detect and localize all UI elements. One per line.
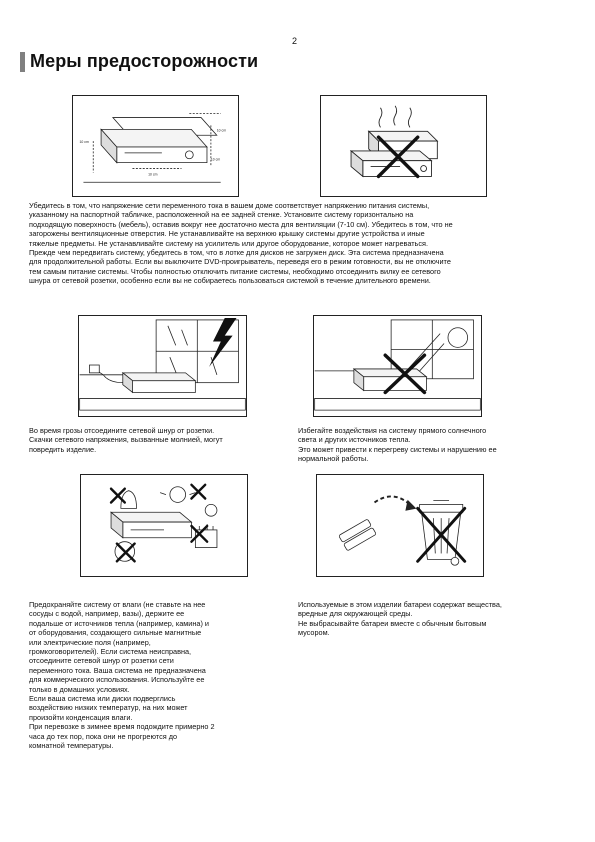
text-line: произойти конденсация влаги. (29, 712, 133, 722)
clearance-label-rear: 10 cm (210, 157, 221, 162)
text-line: Убедитесь в том, что напряжение сети переменного тока в вашем доме соответствует напряжению питания системы, (29, 201, 430, 210)
text-line: Прежде чем передвигать систему, убедитесь в том, что в лотке для дисков не загружен диск. Эта система предназначена (29, 248, 444, 258)
text-line: тем самым питание системы. Чтобы полностью отключить питание системы, необходимо отсоединить вилку ее сетевого (29, 266, 441, 276)
text-line: Используемые в этом изделии батареи содержат вещества, (298, 600, 502, 609)
text-line: Это может привести к перегреву системы и нарушению ее (298, 444, 497, 454)
text-line: повредить изделие. (29, 444, 97, 454)
text-line: сосуды с водой, например, вазы), держите ее (29, 609, 185, 619)
sunlight-illustration (313, 315, 482, 417)
text-line: воздействию низких температур, на них может (29, 703, 188, 713)
text-line: нормальной работы. (298, 454, 369, 464)
ventilation-illustration (72, 95, 239, 197)
text-line: Во время грозы отсоедините сетевой шнур от розетки. (29, 426, 215, 435)
page-number: 2 (292, 36, 298, 46)
text-line: для продолжительной работы. Если вы выключите DVD-проигрыватель, переведя его в режим готовности, вы не отключите (29, 257, 451, 267)
page-title: Меры предосторожности (30, 51, 259, 71)
text-line: комнатной температуры. (29, 741, 114, 751)
clearance-label-front: 10 cm (148, 172, 158, 177)
text-line: переменного тока. Ваша система не предназначена (29, 665, 206, 675)
text-line: для коммерческого использования. Используйте ее (29, 675, 205, 685)
text-line: подходящую поверхность (мебель), оставив вокруг нее достаточно места для вентиляции (7-10 см). Убедитесь в том, что не (29, 219, 453, 229)
moisture-illustration (80, 474, 248, 577)
installation-paragraph (29, 201, 569, 286)
clearance-label-left: 10 cm (79, 140, 89, 145)
thunderstorm-paragraph (29, 426, 279, 454)
text-line: подальше от источников тепла (например, камина) и (29, 618, 209, 628)
text-line: Избегайте воздействия на систему прямого солнечного (298, 426, 487, 435)
battery-disposal-illustration (316, 474, 484, 577)
batteries-paragraph (298, 600, 568, 638)
moisture-paragraph (29, 600, 279, 751)
text-line: только в домашних условиях. (29, 684, 130, 694)
text-line: громкоговорителей). Если система неисправна, (29, 647, 192, 657)
text-line: загорожены вентиляционные отверстия. Не устанавливайте на верхнюю крышку системы другие устройства и иные (29, 229, 425, 239)
text-line: указанному на паспортной табличке, расположенной на ее задней стенке. Установите систему горизонтально на (29, 210, 414, 220)
text-line: Если ваша система или диски подверглись (29, 694, 176, 704)
text-line: Скачки сетевого напряжения, вызванные молнией, могут (29, 435, 223, 445)
text-line: При перевозке в зимнее время подождите примерно 2 (29, 722, 215, 732)
clearance-label-right: 10 cm (216, 128, 227, 133)
text-line: Не выбрасывайте батареи вместе с обычным бытовым (298, 618, 487, 628)
text-line: от оборудования, создающего сильные магнитные (29, 628, 202, 638)
text-line: вредные для окружающей среды. (298, 609, 413, 619)
text-line: Предохраняйте систему от влаги (не ставьте на нее (29, 600, 206, 609)
sunlight-paragraph (298, 426, 558, 464)
text-line: шнура от сетевой розетки, особенно если вы не собираетесь пользоваться системой в течение длительного времени. (29, 276, 431, 286)
text-line: часа до тех пор, пока они не прогреются до (29, 731, 178, 741)
text-line: света и других источников тепла. (298, 435, 411, 445)
thunderstorm-illustration (78, 315, 247, 417)
no-stacking-illustration (320, 95, 487, 197)
text-line: тяжелые предметы. Не устанавливайте систему на усилитель или другое оборудование, которое может нагреваться. (29, 238, 428, 248)
text-line: отсоедините сетевой шнур от розетки сети (29, 656, 174, 666)
text-line: или электрические поля (например, (29, 637, 151, 647)
text-line: мусором. (298, 628, 330, 638)
title-accent-bar (20, 52, 25, 72)
